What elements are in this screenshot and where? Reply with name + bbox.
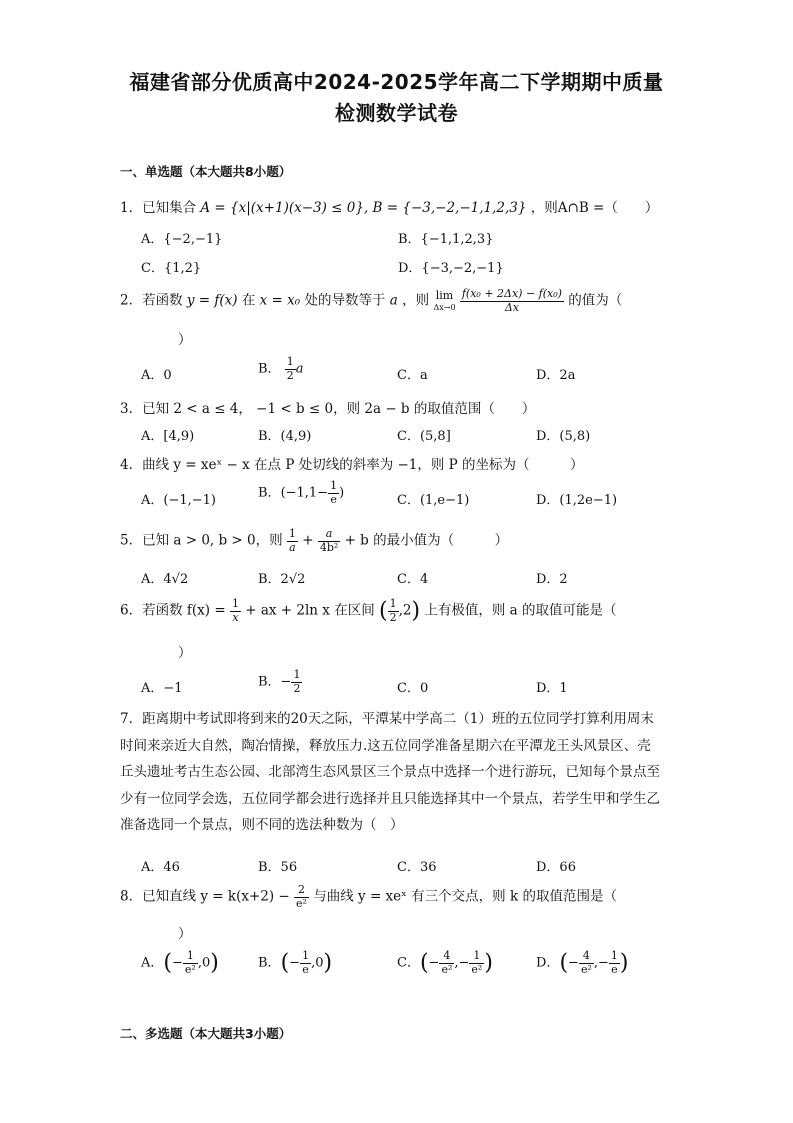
q5-suffix: + b 的最小值为（ ） bbox=[344, 532, 509, 549]
q6-frac-den: x bbox=[232, 610, 239, 624]
q8-option-d-label: D． bbox=[536, 955, 560, 971]
q2-option-b-frac bbox=[285, 356, 296, 382]
q8-d-frac1 bbox=[579, 950, 594, 976]
q8-c-num1: 4 bbox=[439, 950, 454, 964]
q2-option-b-tail: a bbox=[295, 361, 304, 377]
q6-continuation: ） bbox=[178, 645, 192, 661]
question-8 bbox=[120, 884, 617, 910]
q6-interval-frac bbox=[388, 598, 399, 624]
q7-option-d: D．66 bbox=[536, 860, 576, 875]
q8-c-den2: e² bbox=[471, 962, 483, 976]
q8-c-num2: 1 bbox=[469, 950, 484, 964]
q2-mid2: 处的导数等于 bbox=[304, 292, 386, 309]
q8-frac-den: e² bbox=[296, 896, 307, 910]
q2-option-d: D．2a bbox=[536, 368, 576, 383]
q5-option-c: C．4 bbox=[397, 572, 429, 587]
q2-option-b-num: 1 bbox=[286, 355, 294, 368]
q4-option-b bbox=[258, 480, 344, 506]
q2-frac-den: Δx bbox=[504, 300, 519, 314]
q1-math: A = {x|(x+1)(x−3) ≤ 0}, B = {−3,−2,−1,1,2,3} bbox=[200, 200, 527, 216]
q1-suffix: ，则A∩B =（ ） bbox=[530, 200, 659, 216]
question-7: 7．距离期中考试即将到来的20天之际，平潭某中学高二（1）班的五位同学打算利用周末时间来亲近大自然，陶冶情操，释放压力.这五位同学准备星期六在平潭龙王头风景区、壳丘头遗址考古生态公园、北部湾生态风景区三个景点中选择一个进行游玩，已知每个景点至少有一位同学会选，五位同学都会进行选择并且只能选择其中一个景点，若学生甲和学生乙准备选同一个景点，则不同的选法种数为（ ） bbox=[120, 711, 660, 834]
q2-prefix: 2．若函数 bbox=[120, 292, 183, 309]
q2-math2: x = x₀ bbox=[259, 292, 301, 309]
q6-option-b-den: 2 bbox=[293, 681, 301, 695]
q6-prefix: 6．若函数 f(x) = bbox=[120, 602, 226, 619]
section-heading-single-choice: 一、单选题（本大题共8小题） bbox=[120, 164, 292, 179]
q6-frac-num: 1 bbox=[231, 597, 239, 610]
q2-math1: y = f(x) bbox=[186, 292, 238, 309]
q1-option-d: D．{−3,−2,−1} bbox=[398, 261, 504, 276]
exam-title-line1: 福建省部分优质高中2024-2025学年高二下学期期中质量 bbox=[129, 70, 664, 94]
question-4: 4．曲线 y = xeˣ − x 在点 P 处切线的斜率为 −1，则 P 的坐标为（ ） bbox=[120, 457, 584, 473]
q2-option-b bbox=[258, 356, 303, 382]
q6-option-b bbox=[258, 669, 302, 695]
q3-option-d: D．(5,8) bbox=[536, 429, 591, 444]
section-heading-multi-choice: 二、多选题（本大题共3小题） bbox=[120, 1026, 292, 1041]
q8-option-c: C．(− $\frac{4}{\text{e²}}$ ,− $\frac{1}{\text{e²}}$ ) bbox=[397, 949, 493, 976]
q8-c-paren-close: ) bbox=[484, 950, 493, 976]
q8-d-num2: 1 bbox=[610, 949, 618, 962]
q5-frac2-num: a bbox=[318, 528, 340, 542]
q8-option-d: D．(− $\frac{4}{\text{e²}}$ ,− $\frac{1}{e}$ ) bbox=[536, 949, 629, 976]
q6-paren-close: ) bbox=[411, 598, 421, 624]
q4-option-b-num: 1 bbox=[330, 479, 338, 492]
q6-interval-num: 1 bbox=[389, 597, 397, 610]
q8-b-tail: ,0 bbox=[311, 955, 324, 971]
q5-option-d: D．2 bbox=[536, 572, 568, 587]
exam-title-line2: 检测数学试卷 bbox=[335, 101, 458, 125]
q2-fraction bbox=[460, 288, 564, 314]
q8-option-b: B．(− $\frac{1}{e}$ ,0) bbox=[258, 949, 333, 976]
q8-b-frac bbox=[300, 950, 311, 976]
q2-option-c: C．a bbox=[397, 368, 428, 383]
q6-option-b-label: B．− bbox=[258, 674, 292, 690]
q8-c-frac1 bbox=[439, 950, 454, 976]
q6-option-a: A．−1 bbox=[141, 681, 183, 696]
q8-d-paren-open: ( bbox=[559, 950, 569, 976]
q8-d-den1: e² bbox=[580, 962, 592, 976]
q8-d-den2: e bbox=[611, 962, 618, 976]
q8-frac-num: 2 bbox=[294, 884, 309, 898]
q8-b-paren-open: ( bbox=[280, 950, 290, 976]
q8-a-num: 1 bbox=[183, 950, 198, 964]
question-2 bbox=[120, 288, 622, 314]
q8-suffix: 与曲线 y = xeˣ 有三个交点，则 k 的取值范围是（ bbox=[313, 888, 617, 905]
q2-lim-label: lim bbox=[435, 289, 454, 303]
q8-b-num: 1 bbox=[302, 949, 310, 962]
q8-option-c-label: C． bbox=[397, 955, 420, 971]
q4-option-c: C．(1,e−1) bbox=[397, 493, 470, 508]
q8-continuation: ） bbox=[178, 926, 192, 942]
q6-option-b-frac bbox=[291, 669, 302, 695]
q4-option-b-post: ) bbox=[339, 485, 345, 501]
q2-suffix: 的值为（ bbox=[568, 292, 623, 309]
q7-option-b: B．56 bbox=[258, 860, 298, 875]
q7-option-a: A．46 bbox=[141, 860, 180, 875]
q5-prefix: 5．已知 a > 0, b > 0，则 bbox=[120, 532, 283, 549]
q2-mid1: 在 bbox=[241, 292, 256, 309]
q2-option-b-label: B． bbox=[258, 361, 281, 377]
q8-a-tail: ,0 bbox=[197, 955, 211, 971]
q5-option-b: B．2√2 bbox=[258, 572, 306, 587]
q2-lim-sub: Δx→0 bbox=[433, 302, 456, 312]
q4-option-b-frac bbox=[328, 480, 339, 506]
q8-a-paren-close: ) bbox=[210, 950, 219, 976]
q5-frac1 bbox=[287, 528, 298, 554]
q2-frac-num: f(x₀ + 2Δx) − f(x₀) bbox=[461, 287, 562, 300]
q8-d-num1: 4 bbox=[579, 950, 594, 964]
question-1 bbox=[120, 196, 658, 216]
q2-continuation: ） bbox=[178, 332, 192, 348]
q6-option-b-num: 1 bbox=[293, 668, 301, 681]
q1-option-c: C．{1,2} bbox=[141, 261, 202, 276]
q2-limit bbox=[433, 290, 455, 312]
q3-option-a: A．[4,9) bbox=[141, 429, 195, 444]
q4-option-a: A．(−1,−1) bbox=[141, 493, 216, 508]
q1-prefix: 1．已知集合 bbox=[120, 200, 197, 216]
q4-option-b-label: B． bbox=[258, 485, 281, 501]
q5-frac1-num: 1 bbox=[288, 527, 296, 540]
q8-prefix: 8．已知直线 y = k(x+2) − bbox=[120, 888, 290, 905]
q2-math3: a bbox=[389, 292, 398, 309]
q2-option-b-den: 2 bbox=[286, 368, 294, 382]
q8-d-paren-close: ) bbox=[619, 950, 629, 976]
q8-option-a: A．(− $\frac{1}{\text{e²}}$ ,0) bbox=[141, 949, 219, 976]
q6-frac bbox=[230, 598, 241, 624]
q7-option-c: C．36 bbox=[397, 860, 437, 875]
q6-option-d: D．1 bbox=[536, 681, 568, 696]
q5-frac2 bbox=[318, 528, 340, 554]
q8-c-paren-open: ( bbox=[419, 950, 429, 976]
q6-interval-den: 2 bbox=[389, 610, 397, 624]
q5-option-a: A．4√2 bbox=[141, 572, 189, 587]
q6-paren-open: ( bbox=[379, 598, 388, 624]
q6-suffix: 上有极值，则 a 的取值可能是（ bbox=[424, 602, 617, 619]
q6-mid: + ax + 2ln x 在区间 bbox=[245, 602, 375, 619]
q6-interval-tail: ,2 bbox=[398, 602, 412, 619]
question-6 bbox=[120, 598, 617, 624]
q8-a-frac bbox=[183, 950, 198, 976]
q2-mid3: ，则 bbox=[402, 292, 430, 309]
q1-option-a: A．{−2,−1} bbox=[141, 232, 223, 247]
q8-b-den: e bbox=[302, 962, 309, 976]
q4-option-b-pre: (−1,1− bbox=[280, 485, 329, 501]
q8-c-den1: e² bbox=[441, 962, 453, 976]
q4-option-d: D．(1,2e−1) bbox=[536, 493, 618, 508]
q8-option-a-label: A． bbox=[141, 955, 164, 971]
q8-frac bbox=[294, 884, 309, 910]
q8-option-b-label: B． bbox=[258, 955, 281, 971]
q8-a-den: e² bbox=[184, 962, 196, 976]
q6-option-c: C．0 bbox=[397, 681, 429, 696]
question-3: 3．已知 2 < a ≤ 4， −1 < b ≤ 0，则 2a − b 的取值范围（ ） bbox=[120, 401, 536, 417]
q5-plus: + bbox=[302, 532, 314, 549]
q2-option-a: A．0 bbox=[141, 368, 172, 383]
q3-option-b: B．(4,9) bbox=[258, 429, 312, 444]
q8-c-frac2 bbox=[469, 950, 484, 976]
q1-option-b: B．{−1,1,2,3} bbox=[398, 232, 494, 247]
q5-frac2-den: 4b² bbox=[319, 540, 339, 554]
q8-d-frac2 bbox=[609, 950, 620, 976]
q8-a-paren-open: ( bbox=[163, 950, 172, 976]
q4-option-b-den: e bbox=[330, 492, 337, 506]
q8-b-paren-close: ) bbox=[323, 950, 333, 976]
q5-frac1-den: a bbox=[289, 540, 296, 554]
question-5 bbox=[120, 528, 508, 554]
q3-option-c: C．(5,8] bbox=[397, 429, 451, 444]
